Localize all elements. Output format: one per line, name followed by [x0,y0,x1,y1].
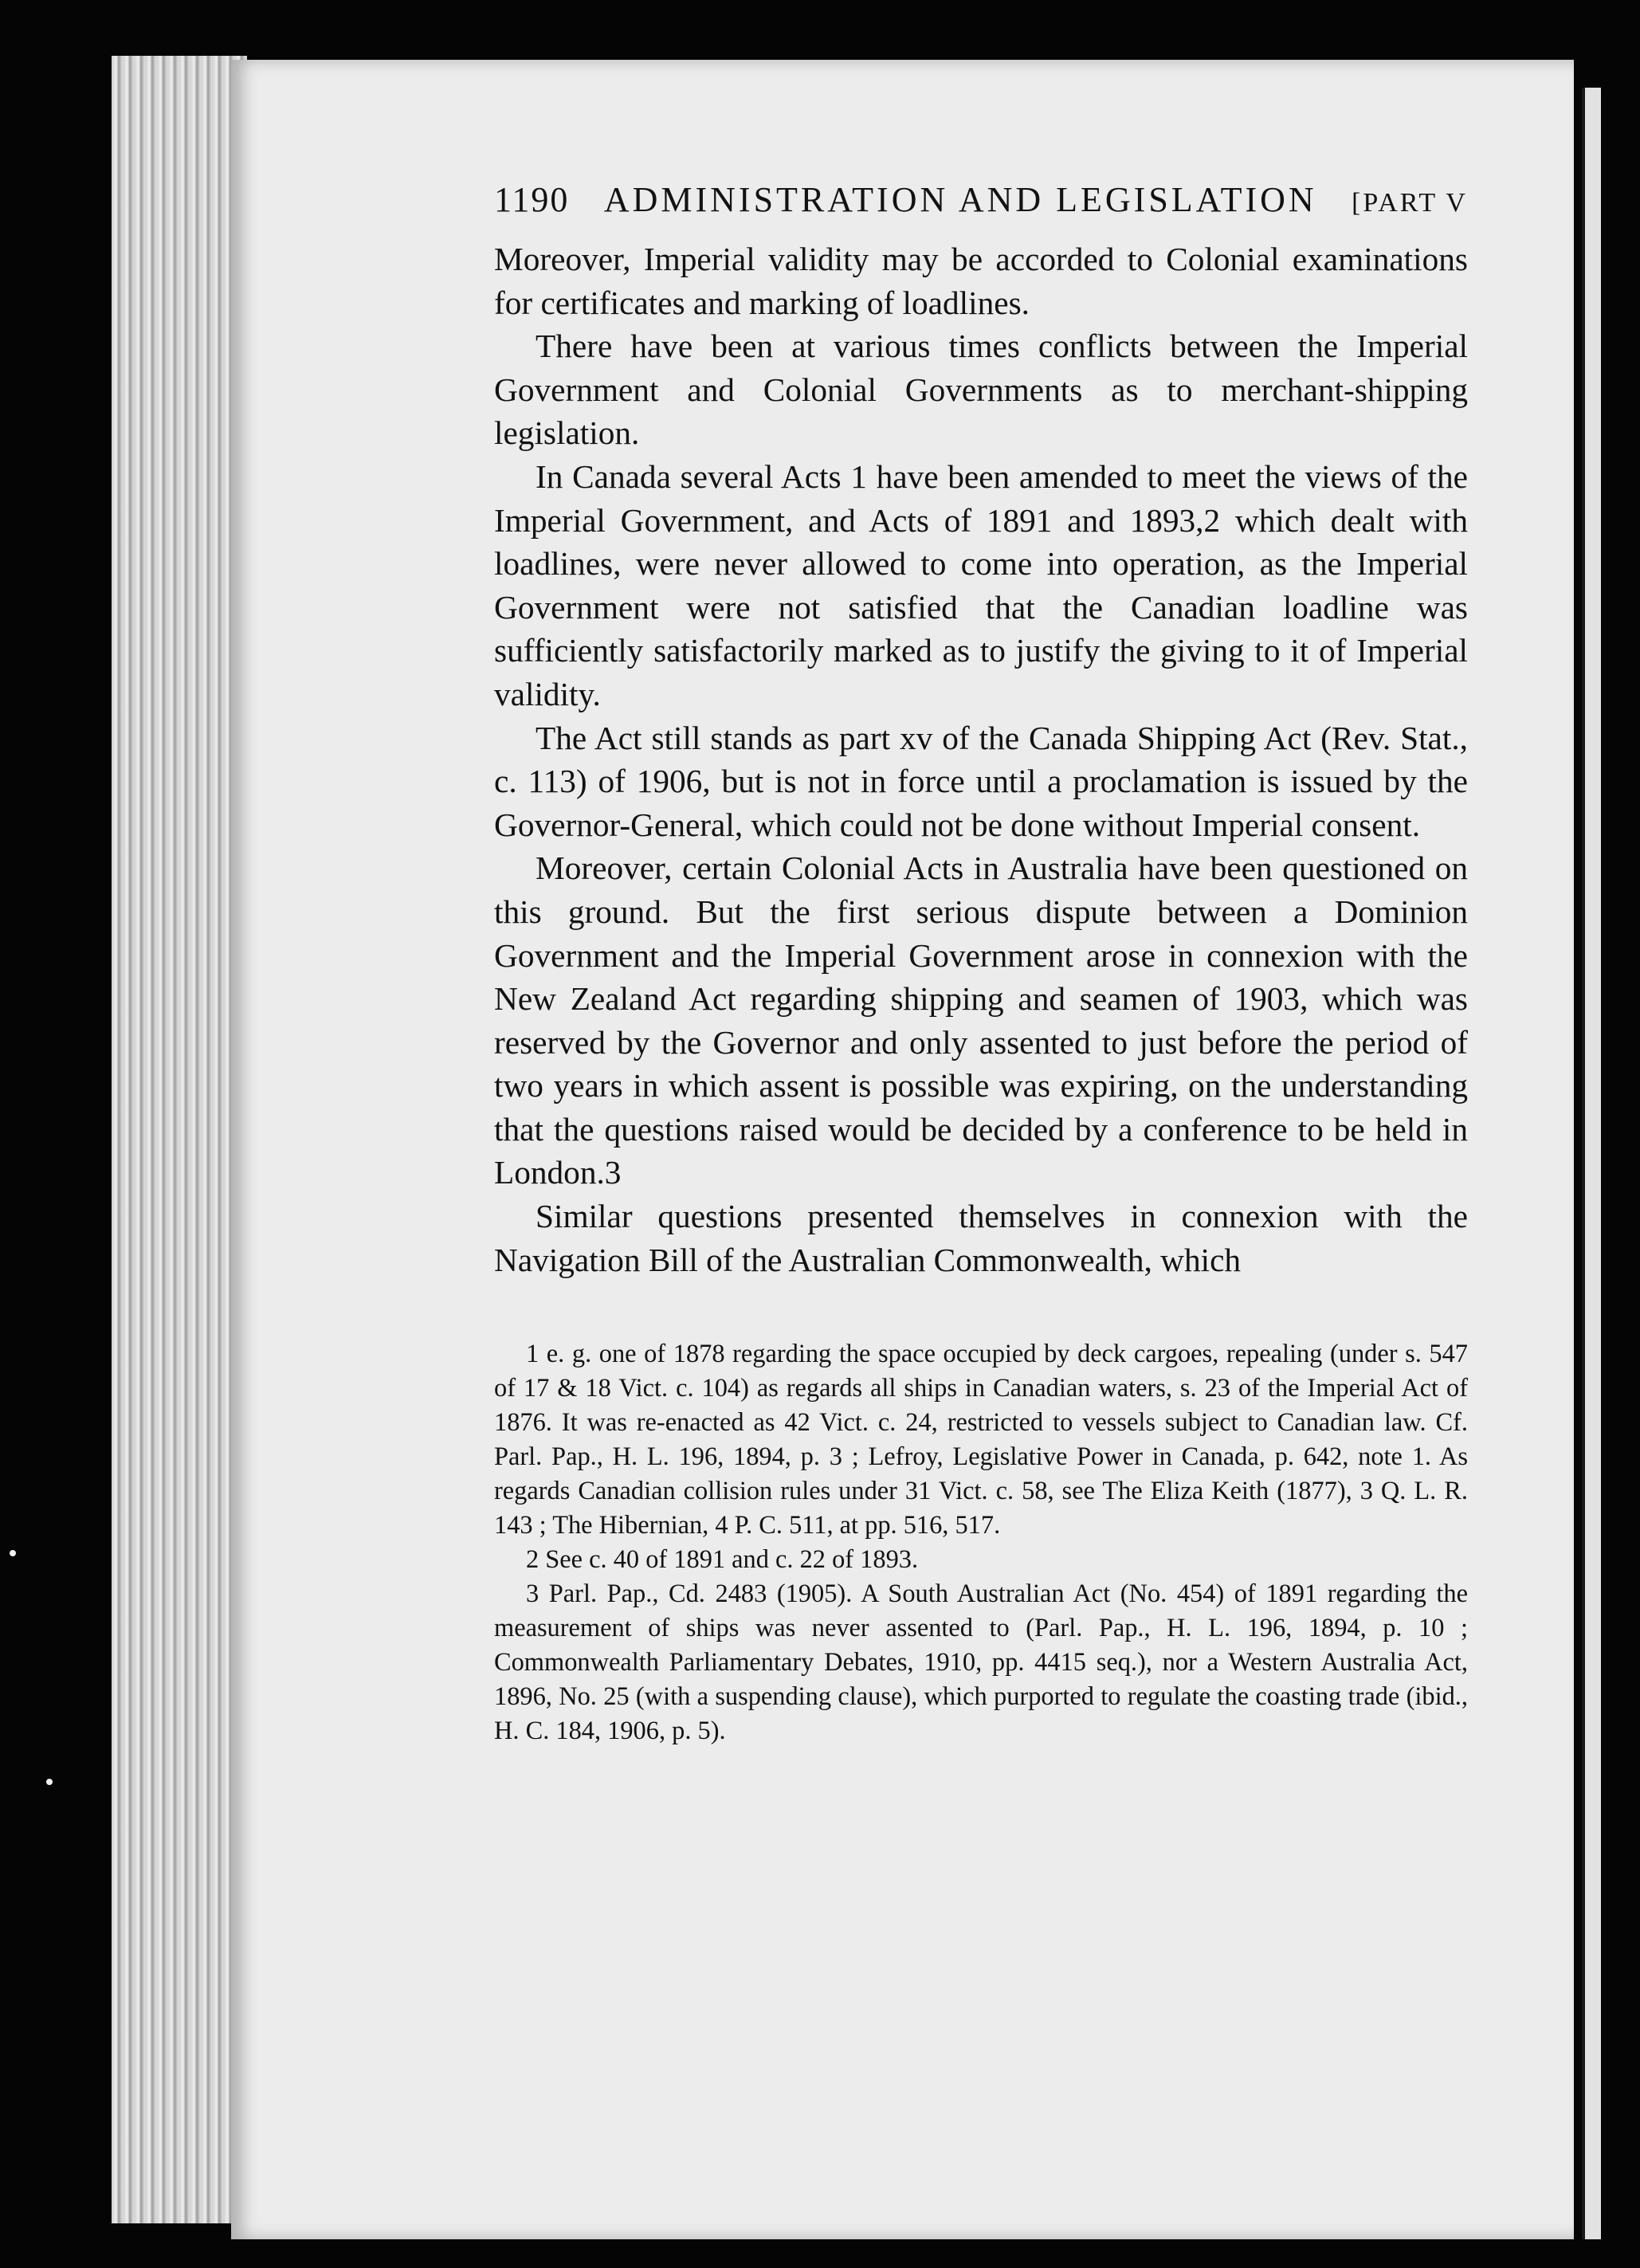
footnote: 3 Parl. Pap., Cd. 2483 (1905). A South Australian Act (No. 454) of 1891 regarding the measurement of ships was never assented to (Parl. Pap., H. L. 196, 1894, p. 10 ; Commonwealth Parliamentary Debates, 1910, pp. 4415 seq.), nor a Western Australia Act, 1896, No. 25 (with a suspending clause), which purported to regulate the coasting trade (ibid., H. C. 184, 1906, p. 5). [494,1579,1468,1746]
part-label: [PART V [1352,188,1468,218]
paragraph: The Act still stands as part xv of the Canada Shipping Act (Rev. Stat., c. 113) of 1906, but is not in force until a proclamation is issued by the Governor-General, which could not be done without Imperial consent. [494,719,1468,843]
paragraph: There have been at various times conflicts between the Imperial Government and Colonial Governments as to merchant-shipping legislation. [494,328,1468,452]
footnotes [494,1337,1468,1748]
paragraph: Similar questions presented themselves in connexion with the Navigation Bill of the Australian Commonwealth, which [494,1198,1468,1278]
paragraph: In Canada several Acts 1 have been amended to meet the views of the Imperial Government, and Acts of 1891 and 1893,2 which dealt with loadlines, were never allowed to come into operation, as the Imperial Government were not satisfied that the Canadian loadline was sufficiently satisfactorily marked as to justify the giving to it of Imperial validity. [494,457,1468,712]
running-head [494,179,1468,220]
running-title: ADMINISTRATION AND LEGISLATION [603,180,1317,219]
body-text [494,237,1468,1281]
paragraph: Moreover, Imperial validity may be accorded to Colonial examinations for certificates and marking of loadlines. [494,241,1468,321]
page-content [494,179,1468,1748]
dust-speck [46,1779,53,1785]
footnote: 1 e. g. one of 1878 regarding the space occupied by deck cargoes, repealing (under s. 547 of 17 & 18 Vict. c. 104) as regards all ships in Canadian waters, s. 23 of the Imperial Act of 1876. It was re-enacted as 42 Vict. c. 24, restricted to vessels subject to Canadian law. Cf. Parl. Pap., H. L. 196, 1894, p. 3 ; Lefroy, Legislative Power in Canada, p. 642, note 1. As regards Canadian collision rules under 31 Vict. c. 58, see The Eliza Keith (1877), 3 Q. L. R. 143 ; The Hibernian, 4 P. C. 511, at pp. 516, 517. [494,1340,1468,1540]
footnote: 2 See c. 40 of 1891 and c. 22 of 1893. [526,1545,919,1575]
facing-page-edge [1582,88,1601,2239]
dust-speck [10,1550,16,1556]
paragraph: Moreover, certain Colonial Acts in Australia have been questioned on this ground. But the first serious dispute between a Dominion Government and the Imperial Government arose in connexion with the New Zealand Act regarding shipping and seamen of 1903, which was reserved by the Governor and only assented to just before the period of two years in which assent is possible was expiring, on the understanding that the questions raised would be decided by a conference to be held in London.3 [494,850,1468,1191]
page-number: 1190 [494,180,570,219]
page-edges [112,56,247,2223]
